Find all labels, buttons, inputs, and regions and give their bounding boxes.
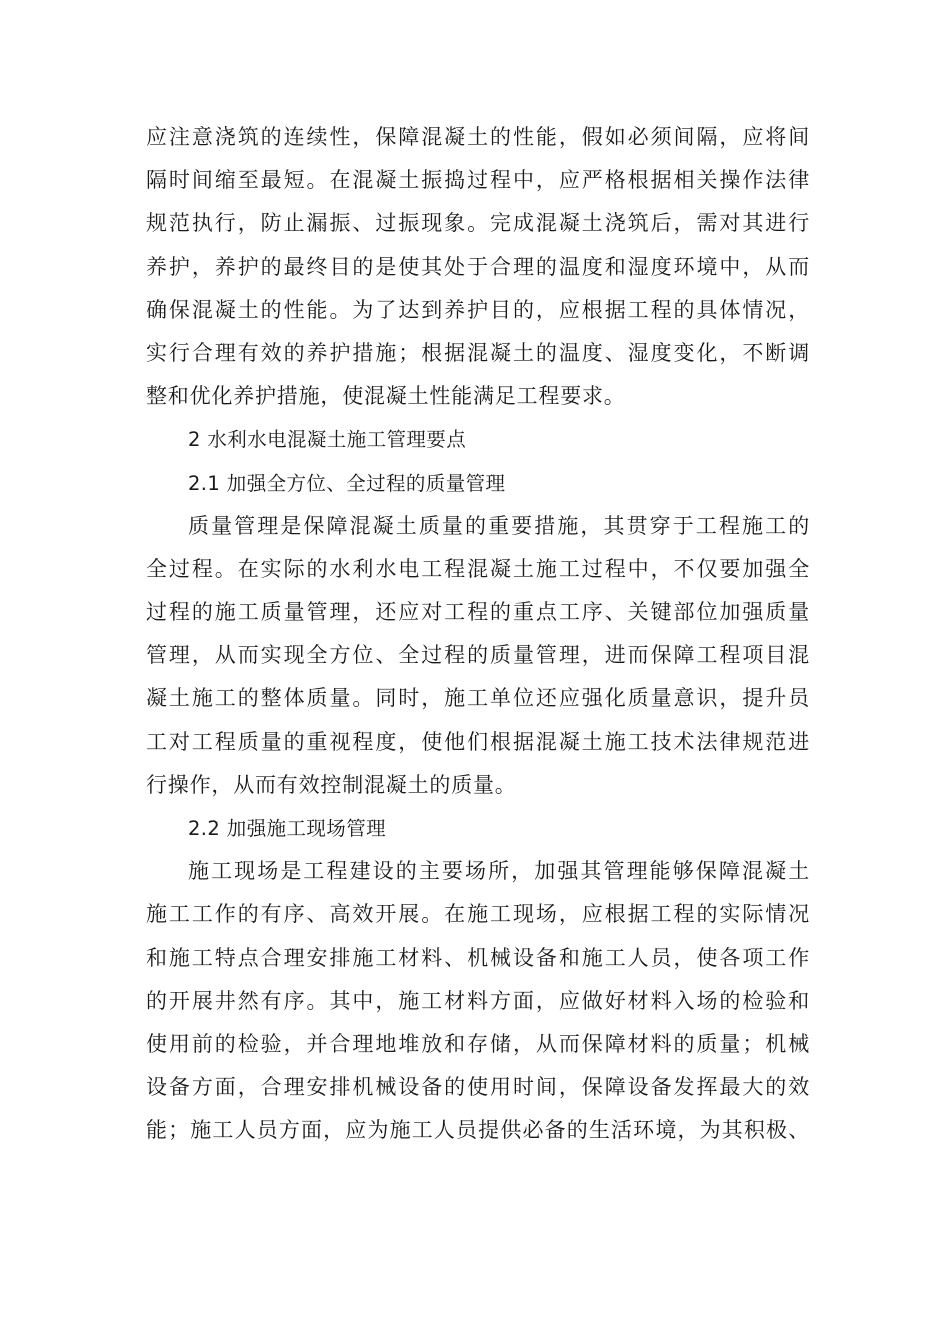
text-line: 养护，养护的最终目的是使其处于合理的温度和湿度环境中，从而 [146, 254, 810, 279]
text-line: 确保混凝土的性能。为了达到养护目的，应根据工程的具体情况， [146, 297, 810, 322]
document-body [146, 116, 810, 1153]
text-line: 隔时间缩至最短。在混凝土振捣过程中，应严格根据相关操作法律 [146, 168, 810, 193]
text-line: 工对工程质量的重视程度，使他们根据混凝土施工技术法律规范进 [146, 729, 810, 754]
text-line: 整和优化养护措施，使混凝土性能满足工程要求。 [146, 384, 626, 409]
paragraph-quality-management [146, 505, 810, 807]
text-line: 规范执行，防止漏振、过振现象。完成混凝土浇筑后，需对其进行 [146, 211, 810, 236]
text-line: 的开展井然有序。其中，施工材料方面，应做好材料入场的检验和 [146, 988, 810, 1013]
text-line: 实行合理有效的养护措施；根据混凝土的温度、湿度变化，不断调 [146, 340, 810, 365]
text-line: 质量管理是保障混凝土质量的重要措施，其贯穿于工程施工的 [188, 513, 810, 538]
text-line: 设备方面，合理安排机械设备的使用时间，保障设备发挥最大的效 [146, 1075, 810, 1100]
text-line: 和施工特点合理安排施工材料、机械设备和施工人员，使各项工作 [146, 945, 810, 970]
text-line: 施工工作的有序、高效开展。在施工现场，应根据工程的实际情况 [146, 902, 810, 927]
text-line: 施工现场是工程建设的主要场所，加强其管理能够保障混凝土 [188, 859, 810, 884]
text-line: 凝土施工的整体质量。同时，施工单位还应强化质量意识，提升员 [146, 686, 810, 711]
text-line: 使用前的检验，并合理地堆放和存储，从而保障材料的质量；机械 [146, 1031, 810, 1056]
text-line: 全过程。在实际的水利水电工程混凝土施工过程中，不仅要加强全 [146, 556, 810, 581]
text-line: 能；施工人员方面，应为施工人员提供必备的生活环境，为其积极、 [146, 1118, 810, 1143]
text-line: 行操作，从而有效控制混凝土的质量。 [146, 772, 517, 797]
paragraph-site-management [146, 850, 810, 1152]
text-line: 管理，从而实现全方位、全过程的质量管理，进而保障工程项目混 [146, 643, 810, 668]
section-heading-2-2: 2.2 加强施工现场管理 [188, 817, 387, 840]
text-line: 过程的施工质量管理，还应对工程的重点工序、关键部位加强质量 [146, 600, 810, 625]
section-heading-2-1: 2.1 加强全方位、全过程的质量管理 [188, 471, 506, 495]
text-line: 应注意浇筑的连续性，保障混凝土的性能，假如必须间隔，应将间 [146, 125, 810, 149]
section-heading-2: 2 水利水电混凝土施工管理要点 [188, 428, 467, 452]
paragraph-concrete-curing [146, 116, 810, 418]
